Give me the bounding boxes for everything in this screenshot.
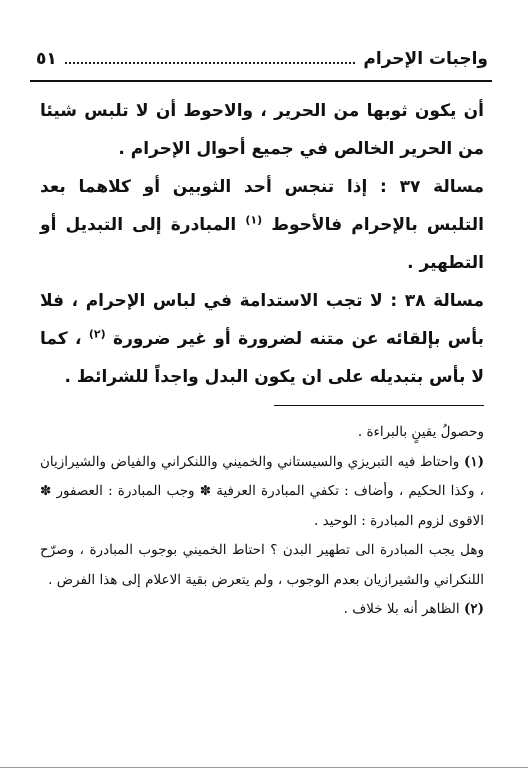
footnote-1-text: واحتاط فيه التبريزي والسيستاني والخميني واللنكراني والفياض والشيرازيان ، وكذا الحكيم ، وأضاف : تكفي المبادرة العرفية ✽ وجب المبادرة : العصفور ✽ الاقوى لزوم المبادرة : الوحيد . bbox=[40, 453, 484, 529]
page-header bbox=[36, 44, 488, 74]
dotted-leader bbox=[65, 62, 356, 64]
footnote-continuation: وحصولُ يقينٍ بالبراءة . bbox=[357, 424, 484, 440]
issue-37-text-a: إذا تنجس أحد الثوبين أو كلاهما بعد التلبس بالإحرام فالأحوط bbox=[40, 177, 484, 235]
footnotes bbox=[40, 418, 484, 625]
header-rule bbox=[30, 80, 492, 82]
footnote-1-number: (١) bbox=[463, 453, 484, 470]
main-text bbox=[40, 92, 484, 396]
issue-38-text-b: ، كما لا بأس بتبديله على ان يكون البدل واجداً للشرائط . bbox=[40, 329, 484, 387]
footnote-ref-1[interactable]: (١) bbox=[245, 213, 263, 227]
footnote-1-paragraph-2: وهل يجب المبادرة الى تطهير البدن ؟ احتاط الخميني بوجوب المبادرة ، وصرّح اللنكراني والشيرازيان بعدم الوجوب ، ولم يتعرض بقية الاعلام إلى هذا الفرض . bbox=[40, 542, 484, 588]
running-title: واجبات الإحرام bbox=[363, 49, 488, 69]
footnote-separator bbox=[274, 405, 484, 406]
issue-38-text-a: لا تجب الاستدامة في لباس الإحرام ، فلا بأس بإلقائه عن متنه لضرورة أو غير ضرورة bbox=[40, 291, 484, 349]
issue-37 bbox=[40, 168, 484, 282]
issue-38-label: مسالة ٣٨ : bbox=[390, 291, 485, 311]
footnote-2-text: الظاهر أنه بلا خلاف . bbox=[343, 601, 460, 617]
issue-37-text-b: المبادرة إلى التبديل أو التطهير . bbox=[40, 215, 484, 273]
footnote-1 bbox=[40, 448, 484, 537]
page-number: ٥١ bbox=[36, 49, 57, 69]
footnote-2 bbox=[40, 595, 484, 625]
footnote-2-number: (٢) bbox=[463, 601, 484, 617]
issue-37-label: مسالة ٣٧ : bbox=[380, 177, 484, 197]
issue-38 bbox=[40, 282, 484, 396]
footnote-ref-2[interactable]: (٢) bbox=[88, 327, 106, 341]
bottom-edge-line bbox=[0, 767, 528, 768]
paragraph-continuation: أن يكون ثوبها من الحرير ، والاحوط أن لا تلبس شيئا من الحرير الخالص في جميع أحوال الإحرام . bbox=[40, 101, 484, 159]
